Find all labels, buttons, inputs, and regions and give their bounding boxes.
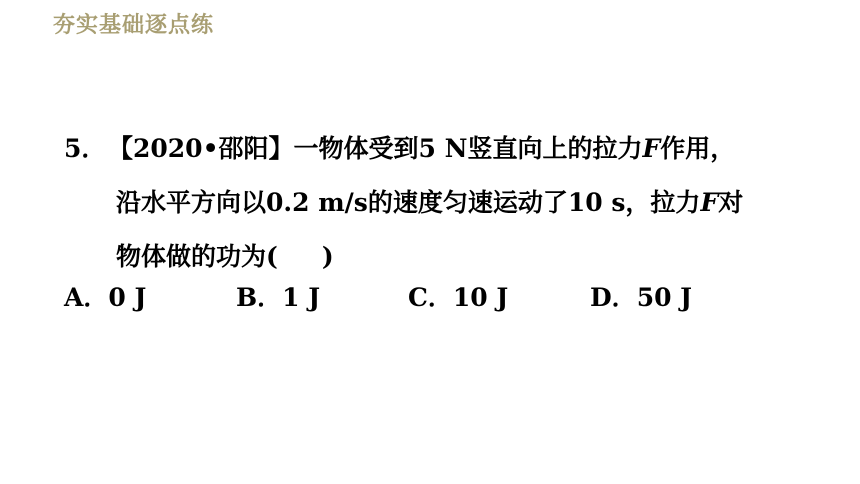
question-block — [64, 122, 824, 284]
option-text: 50 J — [636, 283, 693, 312]
option-letter: C． — [408, 283, 453, 312]
option-letter: D． — [590, 283, 637, 312]
question-line-1 — [64, 122, 824, 176]
option-letter: B． — [236, 283, 283, 312]
force-variable: F — [642, 134, 661, 163]
question-number: 5． — [64, 134, 107, 163]
option-b[interactable] — [236, 276, 320, 320]
question-text-3a: 物体做的功为( — [116, 242, 278, 271]
option-text: 1 J — [282, 283, 321, 312]
option-d[interactable] — [590, 276, 692, 320]
question-text-1b: 作用， — [660, 134, 736, 163]
option-text: 10 J — [452, 283, 509, 312]
question-text-3b: ) — [321, 242, 334, 271]
question-line-2 — [64, 176, 824, 230]
option-a[interactable] — [64, 276, 146, 320]
option-letter: A． — [64, 283, 109, 312]
option-c[interactable] — [408, 276, 508, 320]
question-text-2b: 对 — [718, 188, 744, 217]
question-text-2a: 沿水平方向以0.2 m/s的速度匀速运动了10 s，拉力 — [116, 188, 701, 217]
section-title: 夯实基础逐点练 — [53, 13, 215, 38]
force-variable: F — [700, 188, 719, 217]
question-text-1a: 【2020•邵阳】一物体受到5 N竖直向上的拉力 — [108, 134, 643, 163]
option-text: 0 J — [108, 283, 147, 312]
